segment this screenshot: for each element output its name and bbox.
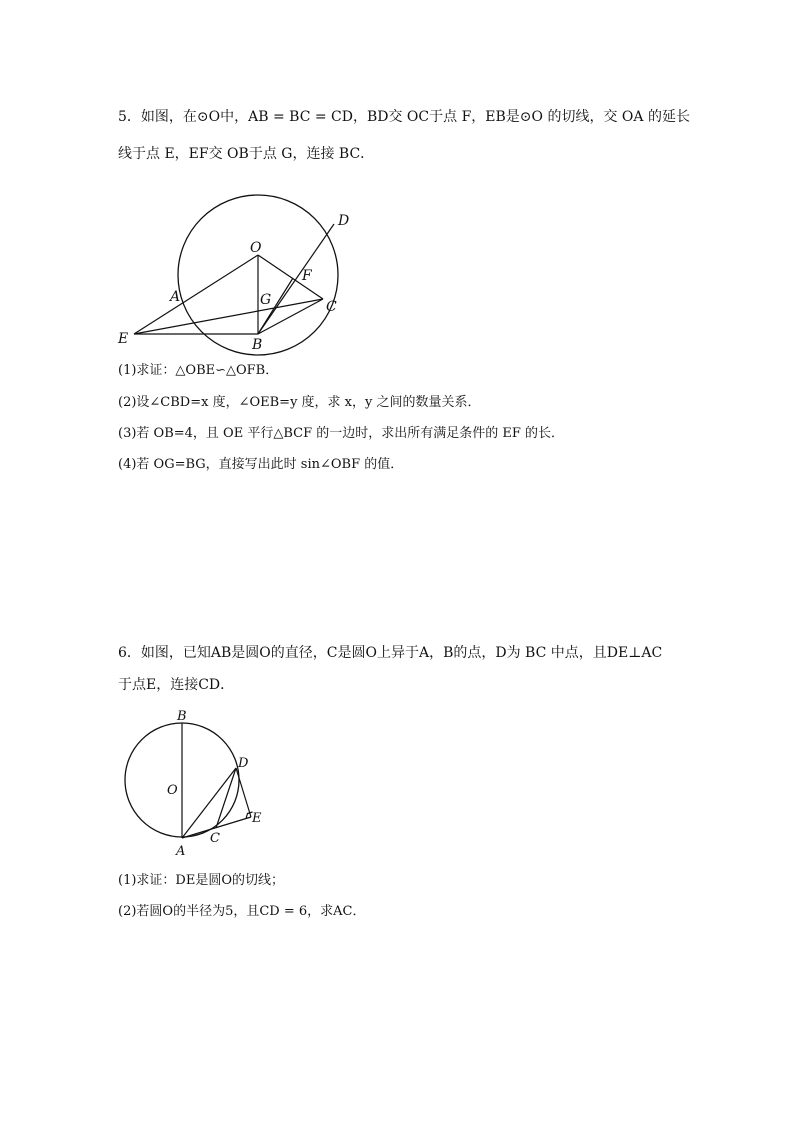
- problem5-subquestion-2: (2)设∠CBD=x 度，∠OEB=y 度，求 x，y 之间的数量关系．: [118, 395, 481, 410]
- label-b: B: [252, 337, 263, 353]
- problem5-statement-line1: 5．如图，在⊙O中，AB = BC = CD，BD交 OC于点 F，EB是⊙O 的切线，交 OA 的延长: [118, 109, 690, 125]
- segment-ad: [182, 768, 236, 838]
- label-e: E: [118, 331, 129, 347]
- problem6-statement-line2: 于点E，连接CD．: [118, 677, 235, 693]
- label-o: O: [250, 240, 262, 256]
- label-e6: E: [252, 811, 262, 826]
- label-d: D: [338, 213, 350, 229]
- label-c: C: [326, 299, 337, 315]
- problem6-subquestion-1: (1)求证：DE是圆O的切线；: [118, 873, 284, 888]
- segment-dc: [216, 768, 236, 828]
- segment-bd: [258, 224, 334, 334]
- problem5-subquestion-4: (4)若 OG=BG，直接写出此时 sin∠OBF 的值．: [118, 457, 404, 472]
- label-a: A: [170, 289, 181, 305]
- problem6-subquestion-2: (2)若圆O的半径为5，且CD = 6，求AC．: [118, 904, 366, 919]
- problem6-figure: [118, 700, 278, 865]
- label-f: F: [302, 268, 312, 284]
- problem5-subquestion-1: (1)求证：△OBE∽△OFB．: [118, 363, 279, 378]
- label-b6: B: [177, 709, 187, 724]
- problem5-statement-line2: 线于点 E，EF交 OB于点 G，连接 BC．: [118, 146, 375, 162]
- label-a6: A: [176, 844, 186, 859]
- problem6-statement-line1: 6．如图，已知AB是圆O的直径，C是圆O上异于A，B的点，D为 BC 中点，且DE⊥AC: [118, 645, 663, 661]
- problem5-subquestion-3: (3)若 OB=4，且 OE 平行△BCF 的一边时，求出所有满足条件的 EF 的长．: [118, 426, 564, 441]
- label-g: G: [260, 292, 272, 308]
- problem5-figure: [110, 200, 370, 360]
- label-o6: O: [167, 783, 178, 798]
- label-d6: D: [238, 756, 249, 771]
- label-c6: C: [210, 831, 220, 846]
